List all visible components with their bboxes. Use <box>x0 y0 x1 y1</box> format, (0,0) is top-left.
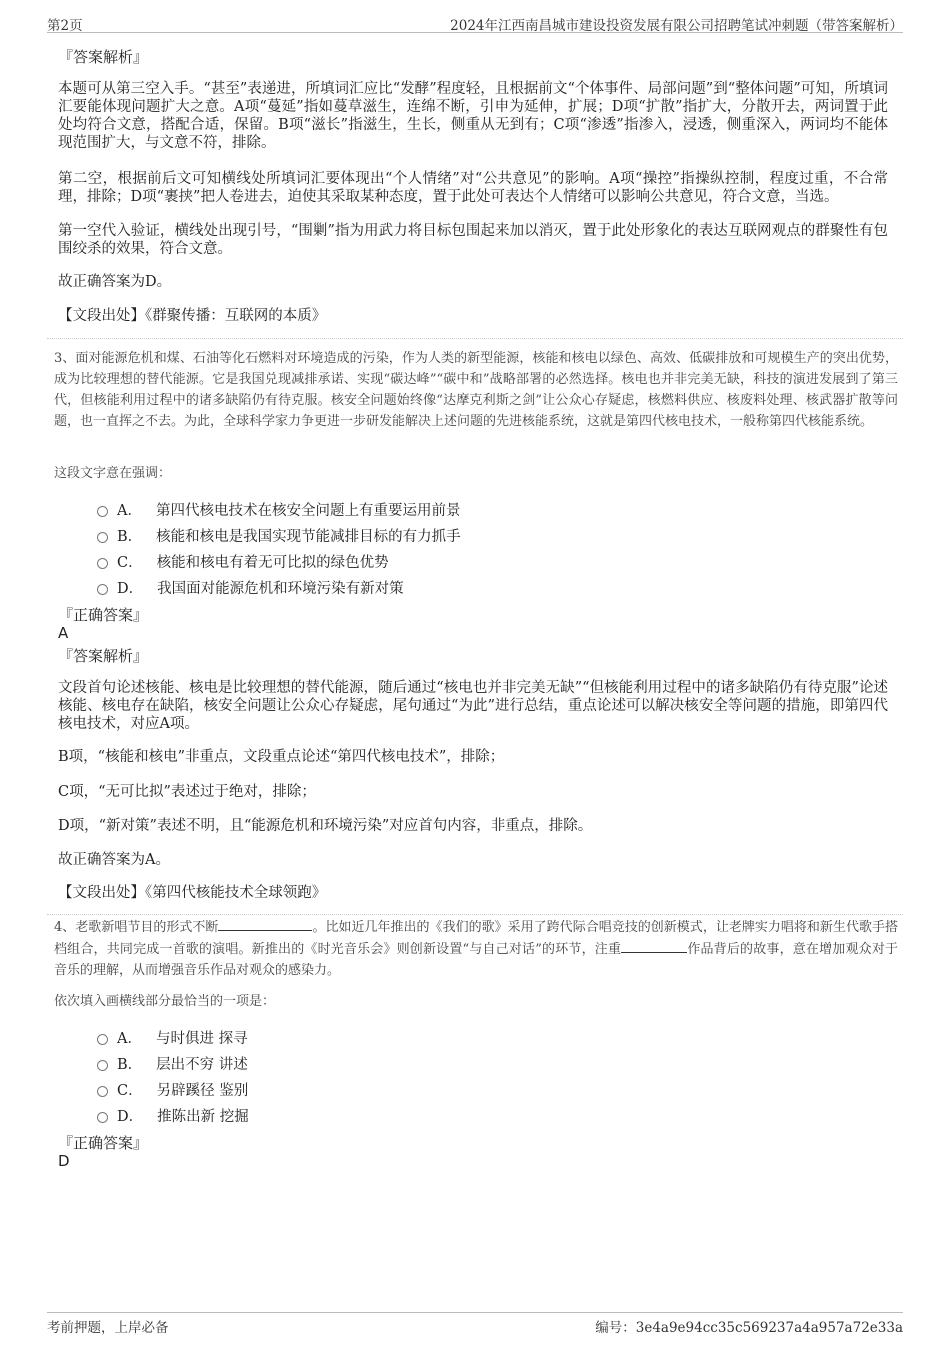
q3-option-d[interactable]: D． 我国面对能源危机和环境污染有新对策 <box>97 577 404 598</box>
radio-icon[interactable] <box>97 1112 108 1123</box>
radio-icon[interactable] <box>97 1060 108 1071</box>
q4-blank-1 <box>218 916 312 931</box>
footer-slogan: 考前押题，上岸必备 <box>47 1320 169 1336</box>
q3-option-c[interactable]: C． 核能和核电有着无可比拟的绿色优势 <box>97 551 389 572</box>
divider <box>47 338 903 339</box>
q2-analysis-label: 『答案解析』 <box>58 48 149 66</box>
q3-analysis-paragraph-2: B项，“核能和核电”非重点，文段重点论述“第四代核电技术”，排除； <box>58 749 505 765</box>
q2-analysis-paragraph-1: 本题可从第三空入手。“甚至”表递进，所填词汇应比“发酵”程度轻，且根据前文“个体事件、局部问题”到“整体问题”可知，所填词汇要能体现问题扩大之意。A项“蔓延”指如蔓草滋生，连绵不断，引申为延伸，扩展；D项“扩散”指扩大，分散开去，两词置于此处均符合文意，搭配合适，保留。B项“滋长”指滋生，生长，侧重从无到有；C项“渗透”指渗入，浸透，侧重深入，两词均不能体现范围扩大，与文意不符，排除。 <box>58 81 888 151</box>
radio-icon[interactable] <box>97 584 108 595</box>
q4-stem: 4、老歌新唱节目的形式不断 。比如近几年推出的《我们的歌》采用了跨代际合唱竞技的创新模式，让老牌实力唱将和新生代歌手搭档组合，共同完成一首歌的演唱。新推出的《时光音乐会》则创新设置“与自己对话”的环节，注重 作品背后的故事，意在增加观众对于音乐的理解，从而增强音乐作品对观众的感染力。 <box>54 916 898 981</box>
q3-option-b[interactable]: B． 核能和核电是我国实现节能减排目标的有力抓手 <box>97 525 461 546</box>
q4-prompt: 依次填入画横线部分最恰当的一项是： <box>54 994 276 1009</box>
q3-conclusion: 故正确答案为A。 <box>58 852 170 868</box>
q4-blank-2 <box>621 938 687 953</box>
q3-option-a[interactable]: A． 第四代核电技术在核安全问题上有重要运用前景 <box>97 499 460 520</box>
divider <box>47 914 903 915</box>
page-number: 第2页 <box>47 18 83 34</box>
document-title: 2024年江西南昌城市建设投资发展有限公司招聘笔试冲刺题（带答案解析） <box>450 18 903 34</box>
radio-icon[interactable] <box>97 558 108 569</box>
radio-icon[interactable] <box>97 506 108 517</box>
q3-correct-answer: A <box>58 624 69 642</box>
document-id: 编号：3e4a9e94cc35c569237a4a957a72e33a <box>595 1320 903 1336</box>
q3-analysis-label: 『答案解析』 <box>58 647 149 665</box>
q3-correct-label: 『正确答案』 <box>58 606 149 624</box>
q4-option-a[interactable]: A． 与时俱进 探寻 <box>97 1027 248 1048</box>
q3-stem: 3、面对能源危机和煤、石油等化石燃料对环境造成的污染，作为人类的新型能源，核能和核电以绿色、高效、低碳排放和可规模生产的突出优势，成为比较理想的替代能源。它是我国兑现减排承诺、实现“碳达峰”“碳中和”战略部署的必然选择。核电也并非完美无缺，科技的演进发展到了第三代，但核能利用过程中的诸多缺陷仍有待克服。核安全问题始终像“达摩克利斯之剑”让公众心存疑虑，核燃料供应、核废料处理、核武器扩散等问题，也一直挥之不去。为此，全球科学家力争更进一步研发能解决上述问题的先进核能系统，这就是第四代核电技术，一般称第四代核能系统。 <box>54 351 898 429</box>
q3-analysis-paragraph-1: 文段首句论述核能、核电是比较理想的替代能源，随后通过“核电也并非完美无缺”“但核能利用过程中的诸多缺陷仍有待克服”论述核能、核电存在缺陷，核安全问题让公众心存疑虑，尾句通过“为此”进行总结，重点论述可以解决核安全等问题的措施，即第四代核电技术，对应A项。 <box>58 680 888 732</box>
q2-conclusion: 故正确答案为D。 <box>58 274 172 290</box>
radio-icon[interactable] <box>97 1034 108 1045</box>
q3-analysis-paragraph-4: D项，“新对策”表述不明，且“能源危机和环境污染”对应首句内容，非重点，排除。 <box>58 818 593 834</box>
q4-correct-label: 『正确答案』 <box>58 1134 149 1152</box>
q2-analysis-paragraph-2: 第二空，根据前后文可知横线处所填词汇要体现出“个人情绪”对“公共意见”的影响。A项“操控”指操纵控制，程度过重，不合常理，排除；D项“裹挟”把人卷进去，迫使其采取某种态度，置于此处可表达个人情绪可以影响公共意见，符合文意，当选。 <box>58 171 888 205</box>
radio-icon[interactable] <box>97 1086 108 1097</box>
q4-correct-answer: D <box>58 1152 70 1170</box>
q3-prompt: 这段文字意在强调： <box>54 466 172 481</box>
q4-option-d[interactable]: D． 推陈出新 挖掘 <box>97 1105 249 1126</box>
q2-analysis-paragraph-3: 第一空代入验证，横线处出现引号，“围剿”指为用武力将目标包围起来加以消灭，置于此处形象化的表达互联网观点的群聚性有包围绞杀的效果，符合文意。 <box>58 223 888 257</box>
radio-icon[interactable] <box>97 532 108 543</box>
page-footer <box>47 1312 903 1335</box>
page-header <box>47 12 903 33</box>
q3-analysis-paragraph-3: C项，“无可比拟”表述过于绝对，排除； <box>58 784 316 800</box>
q2-source: 【文段出处】《群聚传播：互联网的本质》 <box>58 308 327 324</box>
q4-option-b[interactable]: B． 层出不穷 讲述 <box>97 1053 248 1074</box>
q3-source: 【文段出处】《第四代核能技术全球领跑》 <box>58 885 327 901</box>
q4-option-c[interactable]: C． 另辟蹊径 鉴别 <box>97 1079 248 1100</box>
